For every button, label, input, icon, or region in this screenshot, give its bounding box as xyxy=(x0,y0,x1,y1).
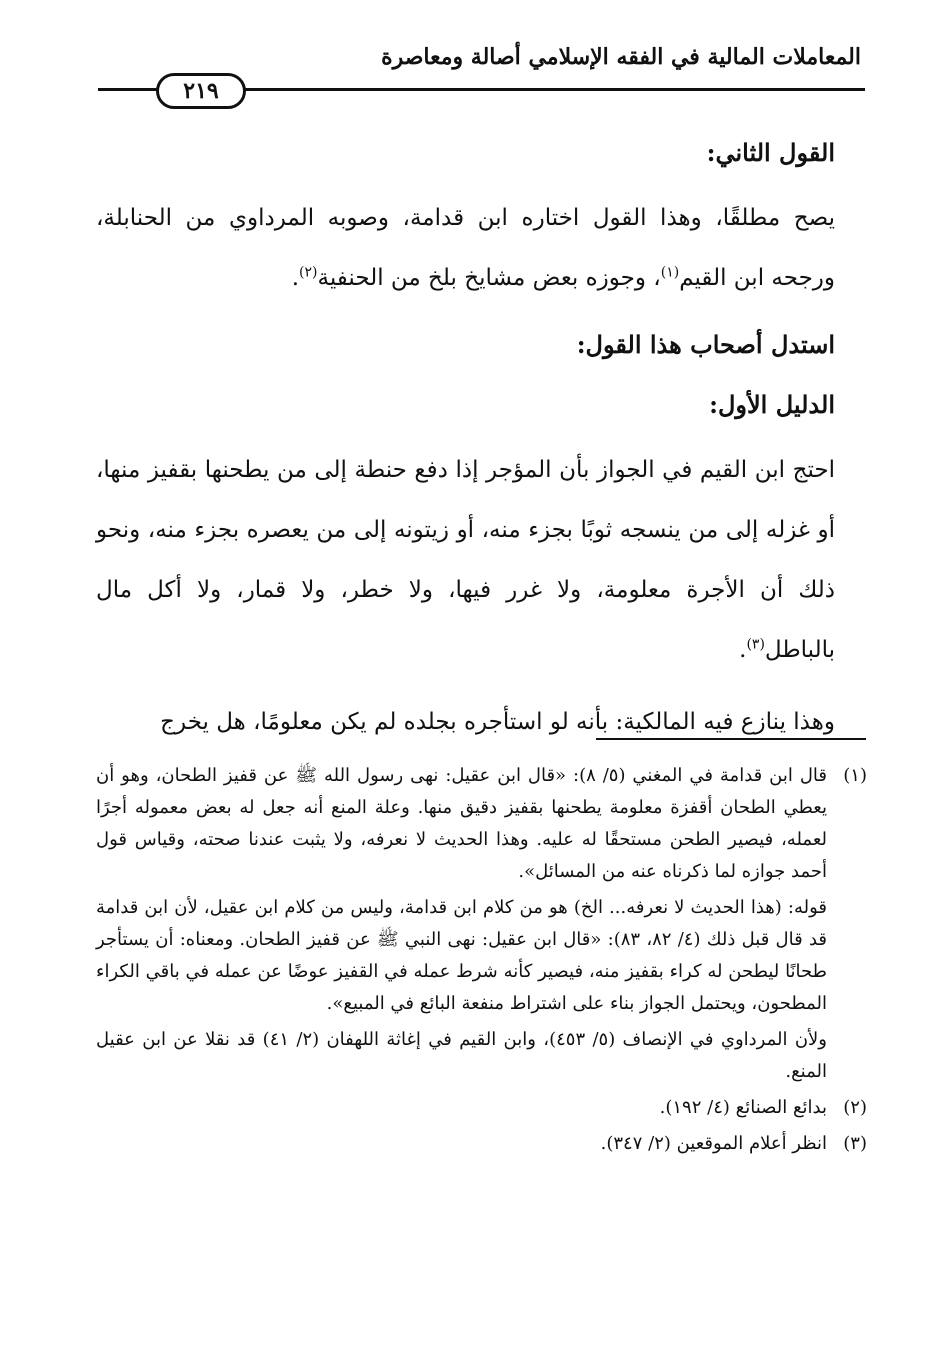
paragraph-opinion-text: يصح مطلقًا، وهذا القول اختاره ابن قدامة، وصوبه المرداوي من الحنابلة، ورجحه ابن القيم xyxy=(96,205,835,291)
paragraph-proof-text: احتج ابن القيم في الجواز بأن المؤجر إذا دفع حنطة إلى من يطحنها بقفيز منها، أو غزله إلى من ينسجه ثوبًا بجزء منه، أو زيتونه إلى من يعصره بجزء منه، ونحو ذلك أن الأجرة معلومة، ولا غرر فيها، ولا خطر، ولا قمار، ولا أكل مال بالباطل xyxy=(96,457,835,663)
footnote-ref-3[interactable]: (٣) xyxy=(746,636,765,653)
heading-first-proof: الدليل الأول: xyxy=(709,390,835,419)
footnote-1-paragraph: قوله: (هذا الحديث لا نعرفه... الخ) هو من كلام ابن قدامة، وليس من كلام ابن عقيل، لأن ابن قدامة قد قال قبل ذلك (٤/ ٨٢، ٨٣): «قال ابن عقيل: نهى النبي ﷺ عن قفيز الطحان. ومعناه: أن يستأجر طحانًا ليطحن له كراء بقفيز منه، فيصير كأنه شرط عمله في القفيز عوضًا عن عمله في باقي الكراء المطحون، ويحتمل الجواز بناء على اشتراط منفعة البائع في المبيع». xyxy=(96,897,828,1014)
footnote-1 xyxy=(96,760,867,1088)
paragraph-opinion xyxy=(96,188,835,308)
footnote-2-body xyxy=(96,1092,827,1124)
heading-evidence: استدل أصحاب هذا القول: xyxy=(576,330,835,359)
footnotes xyxy=(96,760,867,1160)
footnote-2-number: (٢) xyxy=(843,1097,867,1118)
footnote-2-paragraph: بدائع الصنائع (٤/ ١٩٢). xyxy=(659,1097,827,1118)
footnote-1-body xyxy=(96,760,827,1088)
running-header-title: المعاملات المالية في الفقه الإسلامي أصالة ومعاصرة xyxy=(381,44,861,70)
page-number: ٢١٩ xyxy=(156,73,246,109)
heading-second-opinion: القول الثاني: xyxy=(706,138,835,167)
footnote-separator xyxy=(596,738,866,740)
paragraph-opinion-end: . xyxy=(291,265,300,291)
paragraph-maliki-objection: وهذا ينازع فيه المالكية: بأنه لو استأجره بجلده لم يكن معلومًا، هل يخرج xyxy=(160,709,835,735)
footnote-2 xyxy=(96,1092,867,1124)
paragraph-proof xyxy=(96,440,835,680)
footnote-3 xyxy=(96,1128,867,1160)
paragraph-proof-end: . xyxy=(739,637,747,663)
footnote-1-paragraph: ولأن المرداوي في الإنصاف (٥/ ٤٥٣)، وابن القيم في إغاثة اللهفان (٢/ ٤١) قد نقلا عن ابن عقيل المنع. xyxy=(96,1029,828,1082)
footnote-1-number: (١) xyxy=(843,765,867,786)
footnote-3-number: (٣) xyxy=(843,1133,867,1154)
footnote-ref-1[interactable]: (١) xyxy=(660,264,680,281)
footnote-ref-2[interactable]: (٢) xyxy=(299,264,318,281)
footnote-3-paragraph: انظر أعلام الموقعين (٢/ ٣٤٧). xyxy=(600,1133,827,1154)
footnote-3-body xyxy=(96,1128,827,1160)
main-text xyxy=(96,130,835,752)
footnote-1-paragraph: قال ابن قدامة في المغني (٥/ ٨): «قال ابن عقيل: نهى رسول الله ﷺ عن قفيز الطحان، وهو أن يعطي الطحان أقفزة معلومة يطحنها بقفيز دقيق منها. وعلة المنع أنه جعل له بعض معموله أجرًا لعمله، فيصير الطحن مستحقًا له عليه. وهذا الحديث لا نعرفه، ولا يثبت عندنا صحته، وقياس قول أحمد جوازه لما ذكرناه عنه من المسائل». xyxy=(96,765,827,882)
paragraph-opinion-continuation: ، وجوزه بعض مشايخ بلخ من الحنفية xyxy=(317,265,661,291)
